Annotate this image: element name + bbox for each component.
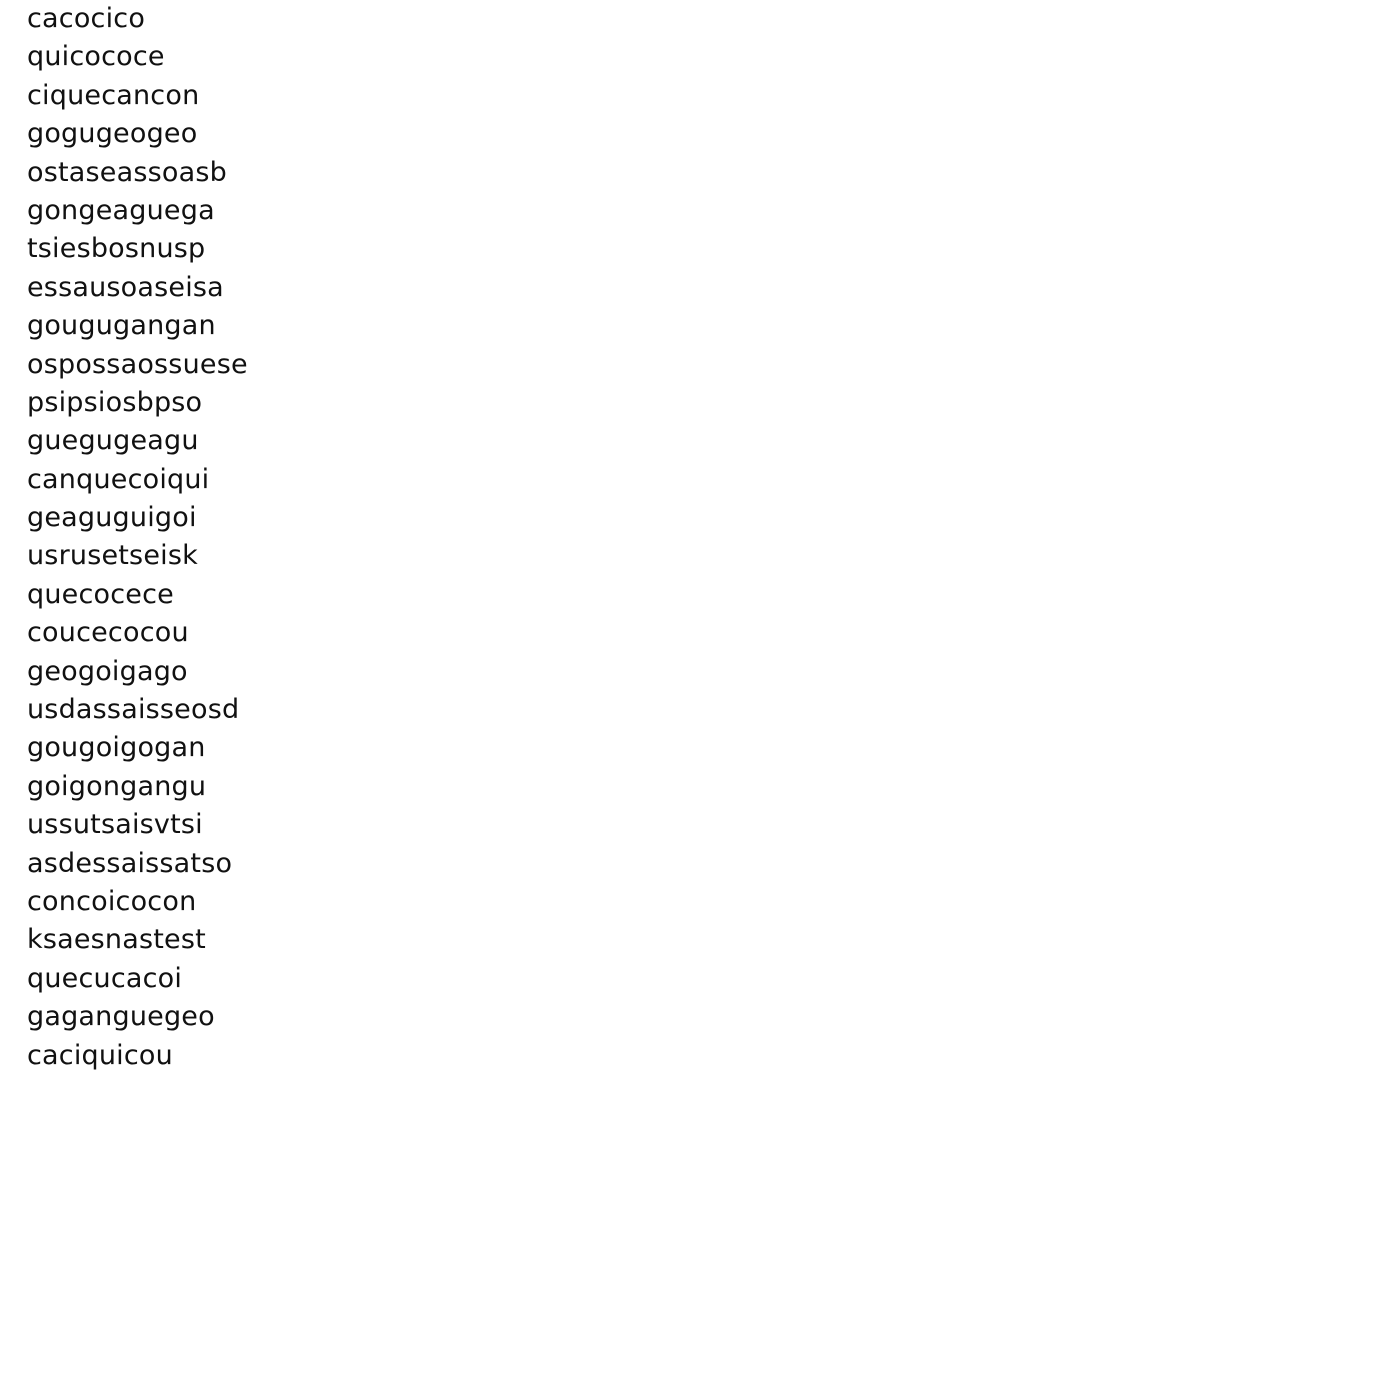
word-item: asdessaissatso: [27, 847, 233, 879]
word-item: geogoigago: [27, 655, 188, 687]
word-item: quicococe: [27, 41, 165, 73]
word-item: ospossaossuese: [27, 348, 248, 380]
word-item: quecucacoi: [27, 962, 183, 994]
word-item: tsiesbosnusp: [27, 233, 206, 265]
word-item: usrusetseisk: [27, 540, 198, 572]
word-item: gougugangan: [27, 310, 216, 342]
word-item: gongeaguega: [27, 194, 215, 226]
word-item: goigongangu: [27, 770, 207, 802]
word-item: essausoaseisa: [27, 271, 224, 303]
word-item: quecocece: [27, 578, 174, 610]
word-item: geaguguigoi: [27, 502, 197, 534]
word-item: caciquicou: [27, 1039, 173, 1071]
word-list: [27, 0, 248, 1075]
word-item: canquecoiqui: [27, 463, 210, 495]
word-item: ciquecancon: [27, 79, 200, 111]
word-item: guegugeagu: [27, 425, 199, 457]
word-item: psipsiosbpso: [27, 386, 203, 418]
word-item: ostaseassoasb: [27, 156, 227, 188]
word-item: ussutsaisvtsi: [27, 809, 203, 841]
word-item: cacocico: [27, 3, 146, 34]
word-item: coucecocou: [27, 617, 189, 649]
word-item: ksaesnastest: [27, 924, 206, 956]
word-item: concoicocon: [27, 885, 197, 917]
word-item: gogugeogeo: [27, 118, 198, 150]
word-item: gaganguegeo: [27, 1001, 215, 1033]
word-item: gougoigogan: [27, 732, 206, 764]
word-item: usdassaisseosd: [27, 694, 240, 726]
